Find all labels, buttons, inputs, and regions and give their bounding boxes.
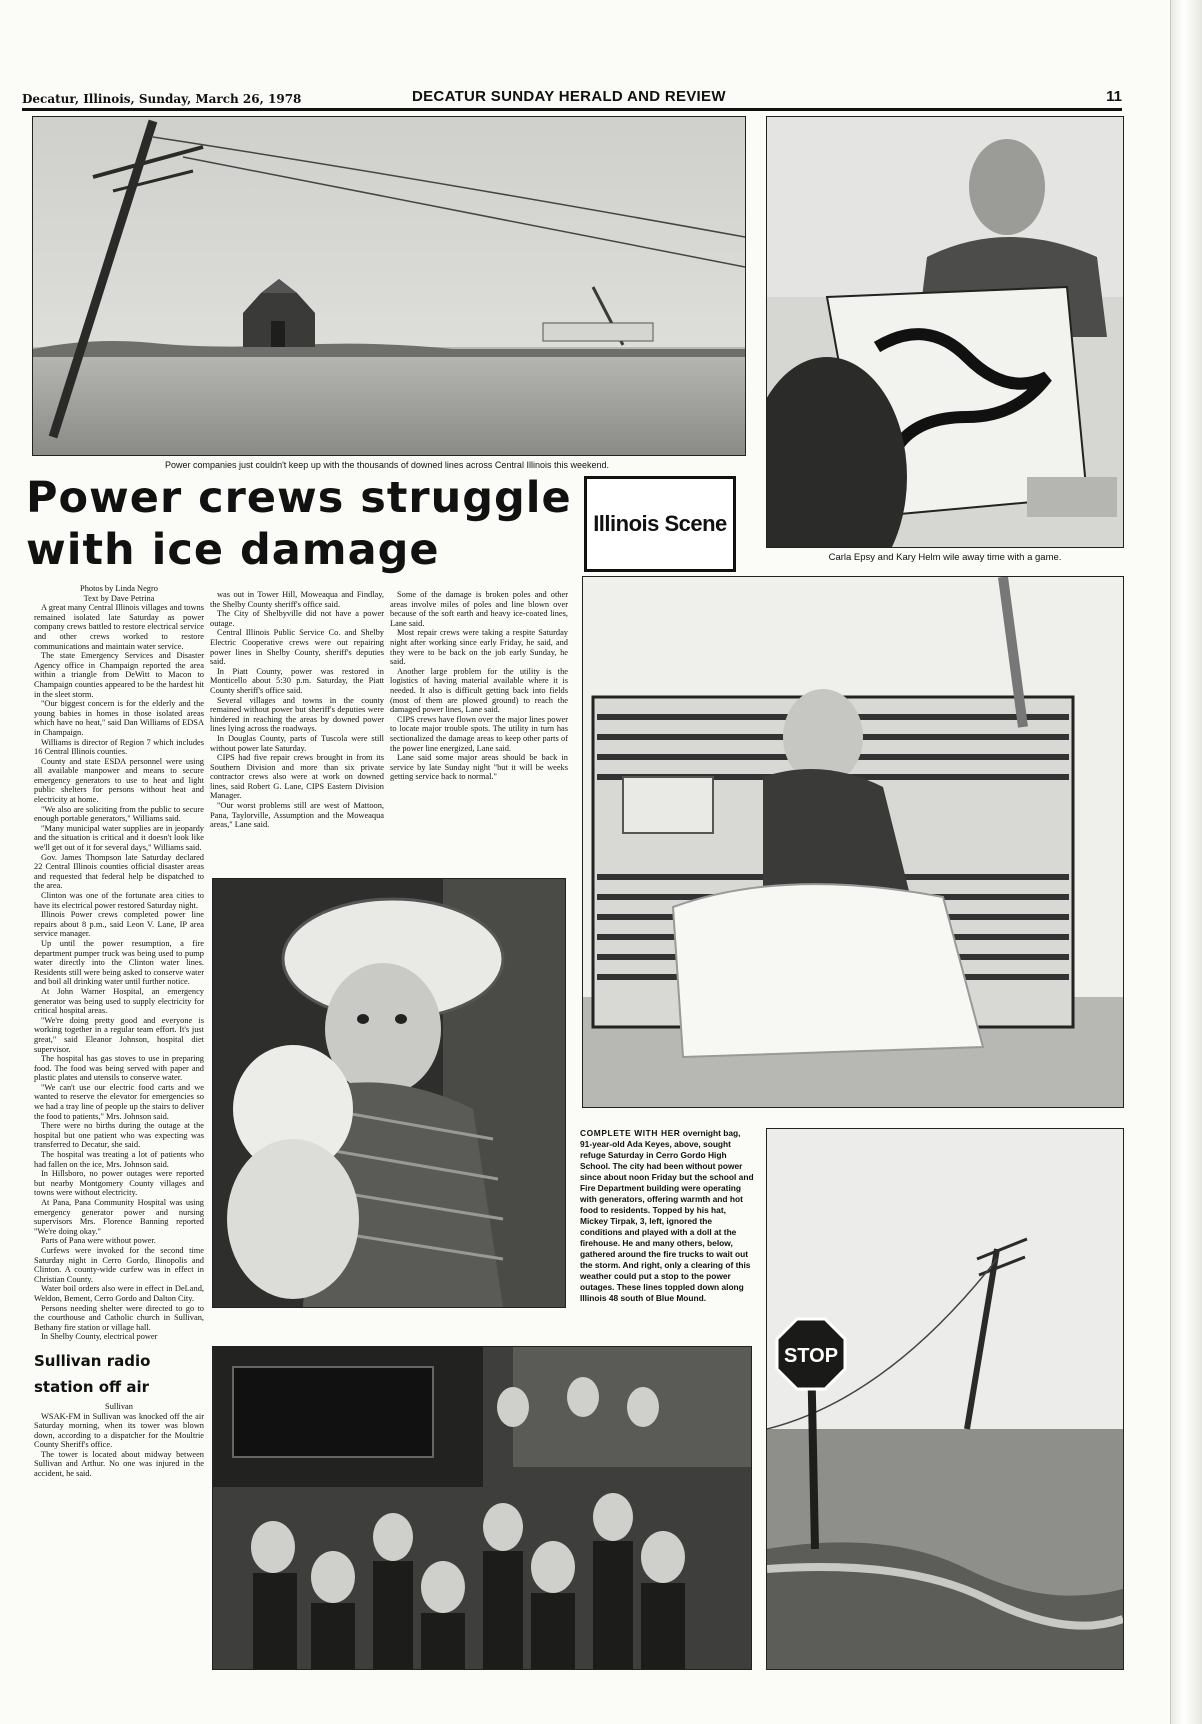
paragraph: The hospital was treating a lot of patients who had fallen on the ice, Mrs. Johnson said. <box>34 1150 204 1169</box>
sidebar-dateline: Sullivan <box>105 1401 133 1411</box>
photo-board-game <box>766 116 1124 548</box>
paragraph: There were no births during the outage at the hospital but one patient who was expecting was transferred to Decatur, she said. <box>34 1121 204 1150</box>
paragraph: Gov. James Thompson late Saturday declared 22 Central Illinois counties official disaster areas and requested that federal help be dispatched to the area. <box>34 852 204 891</box>
photo-caption-keyes <box>580 1128 754 1304</box>
paragraph: In Hillsboro, no power outages were reported but nearby Montgomery County villages and towns were without electricity. <box>34 1169 204 1198</box>
article-column-1 <box>34 584 204 1479</box>
paragraph: At John Warner Hospital, an emergency generator was being used to supply electricity for critical hospital areas. <box>34 986 204 1016</box>
photo-crowd-at-firehouse <box>212 1346 752 1670</box>
paragraph: Up until the power resumption, a fire department pumper truck was being used to pump water directly into the Clinton water lines. Residents still were being asked to conserve water and boil all drinking water until further notice. <box>34 938 204 987</box>
paragraph: In Douglas County, parts of Tuscola were still without power late Saturday. <box>210 733 384 753</box>
section-label-box: Illinois Scene <box>584 476 736 572</box>
masthead-page-number: 11 <box>1106 88 1122 105</box>
paragraph: Central Illinois Public Service Co. and Shelby Electric Cooperative crews were out repairing power lines in Shelby County, sheriff's deputies said. <box>210 628 384 667</box>
byline-text: Text by Dave Petrina <box>83 593 155 603</box>
paragraph: Several villages and towns in the county remained without power but sheriff's deputies were hindered in reaching the areas by downed power lines lying across the roadways. <box>210 695 384 734</box>
photo-boy-with-doll <box>212 878 566 1308</box>
sidebar-headline: Sullivan radio station off air <box>34 1351 151 1396</box>
paragraph: "Our biggest concern is for the elderly and the young babies in homes in those isolated areas which have no heat," said Dan Williams of EDSA in Champaign. <box>34 699 204 737</box>
article-column-2 <box>210 590 384 830</box>
paragraph: Persons needing shelter were directed to go to the courthouse and Catholic church in Sullivan, Bethany fire station or village hall. <box>34 1303 204 1332</box>
paragraph: Most repair crews were taking a respite Saturday night after working since early Friday, he said, and they were to be back on the job early Sunday, he said. <box>390 628 568 667</box>
byline-photos: Photos by Linda Negro <box>80 584 158 593</box>
paragraph: "We can't use our electric food carts and we wanted to reserve the elevator for emergencies so we had a tray line of people up the stairs to deliver the food to patients," Mrs. Johnson said. <box>34 1082 204 1121</box>
paragraph: County and state ESDA personnel were using all available manpower and means to secure emergency generators to use to heat and light public shelters for persons without heat and electricity at home. <box>34 756 204 805</box>
paragraph: Another large problem for the utility is the logistics of having material available where it is needed. It also is difficult getting back into fields (most of them are plowed ground) to reach the damaged power lines, Lane said. <box>390 666 568 715</box>
paragraph: "Many municipal water supplies are in jeopardy and the situation is critical and it doesn't look like we'll get out of it for several days," Williams said. <box>34 823 204 853</box>
paragraph: In Piatt County, power was restored in Monticello about 5:30 p.m. Saturday, the Piatt County sheriff's office said. <box>210 666 384 695</box>
paragraph: Curfews were invoked for the second time Saturday night in Cerro Gordo, Ilinopolis and Clinton. A county-wide curfew was in effect in Christian County. <box>34 1245 204 1284</box>
paragraph: was out in Tower Hill, Moweaqua and Findlay, the Shelby County sheriff's office said. <box>210 590 384 609</box>
photo-caption-game: Carla Epsy and Kary Helm wile away time with a game. <box>828 552 1062 563</box>
paragraph: The state Emergency Services and Disaster Agency office in Champaign reported the area within a triangle from DeWitt to Macon to Champaign counties appeared to be the hardest hit in the sleet storm. <box>34 651 204 699</box>
page-edge <box>1170 0 1202 1724</box>
paragraph: CIPS crews have flown over the major lines power to locate major trouble spots. The utility in turn has sectionalized the damage areas to keep other parts of the power line energized, Lane said. <box>390 714 568 753</box>
photo-stop-sign-downed-lines <box>766 1128 1124 1670</box>
masthead-date: Decatur, Illinois, Sunday, March 26, 1978 <box>22 92 302 106</box>
caption-lead: COMPLETE WITH HER <box>580 1128 681 1138</box>
photo-caption-pole: Power companies just couldn't keep up with the thousands of downed lines across Central Illinois this weekend. <box>165 460 609 470</box>
paragraph: Williams is director of Region 7 which includes 16 Central Illinois counties. <box>34 737 204 757</box>
photo-downed-pole <box>32 116 746 456</box>
paragraph: The tower is located about midway between Sullivan and Arthur. No one was injured in the accident, he said. <box>34 1449 204 1479</box>
paragraph: In Shelby County, electrical power <box>41 1332 158 1342</box>
paragraph: Illinois Power crews completed power line repairs about 8 p.m., said Leon V. Lane, IP area service manager. <box>34 910 204 939</box>
paragraph: At Pana, Pana Community Hospital was using emergency generator power and nursing supervisors Mrs. Florence Banning reported "We're doing okay." <box>34 1198 204 1236</box>
paragraph: WSAK-FM in Sullivan was knocked off the air Saturday morning, when its tower was blown down, according to a dispatcher for the Moultrie County Sheriff's office. <box>34 1411 204 1450</box>
paragraph: Lane said some major areas should be back in service by late Sunday night "but it will be weeks getting service back to normal." <box>390 753 568 782</box>
masthead <box>22 88 1122 111</box>
paragraph: "We also are soliciting from the public to secure enough portable generators," Williams said. <box>34 804 204 824</box>
main-headline: Power crews struggle with ice damage <box>26 473 572 575</box>
paragraph: Water boil orders also were in effect in DeLand, Weldon, Bement, Cerro Gordo and Dalton City. <box>34 1284 204 1303</box>
masthead-paper-name: DECATUR SUNDAY HERALD AND REVIEW <box>412 88 726 105</box>
paragraph: The hospital has gas stoves to use in preparing food. The food was being served with paper and plastic plates and utensils to conserve water. <box>34 1054 204 1083</box>
paragraph: Parts of Pana were without power. <box>41 1236 156 1246</box>
paragraph: Clinton was one of the fortunate area cities to have its electrical power restored Saturday night. <box>34 891 204 910</box>
paragraph: "We're doing pretty good and everyone is working together in a regular team effort. It's just great," said Eleanor Johnson, hospital diet supervisor. <box>34 1015 204 1054</box>
stop-sign-text: STOP <box>783 1345 839 1367</box>
paragraph: Some of the damage is broken poles and other areas involve miles of poles and line blown over because of the soft earth and heavy ice-coated lines, Lane said. <box>390 590 568 628</box>
paragraph: CIPS had five repair crews brought in from its Southern Division and more than six private contractor crews also were at work on downed lines, said Robert G. Lane, CIPS Eastern Division Manager. <box>210 753 384 801</box>
caption-text: overnight bag, 91-year-old Ada Keyes, above, sought refuge Saturday in Cerro Gordo High School. The city had been without power since about noon Friday but the school and Fire Department building were operating with generators, offering warmth and hot food to residents. Topped by his hat, Mickey Tirpak, 3, left, ignored the conditions and played with a doll at the firehouse. He and many others, below, gathered around the fire trucks to wait out the storm. And right, only a clearing of this weather could put a stop to the power outages. These lines toppled down along Illinois 48 south of Blue Mound. <box>580 1128 754 1303</box>
article-column-3 <box>390 590 568 782</box>
paragraph: "Our worst problems still are west of Mattoon, Pana, Taylorville, Assumption and the Moweaqua areas," Lane said. <box>210 801 384 830</box>
paragraph: The City of Shelbyville did not have a power outage. <box>210 609 384 628</box>
paragraph: A great many Central Illinois villages and towns remained isolated late Saturday as power company crews battled to restore electrical service and other crews worked to restore communications and maintain water service. <box>34 603 204 651</box>
photo-woman-on-couch <box>582 576 1124 1108</box>
